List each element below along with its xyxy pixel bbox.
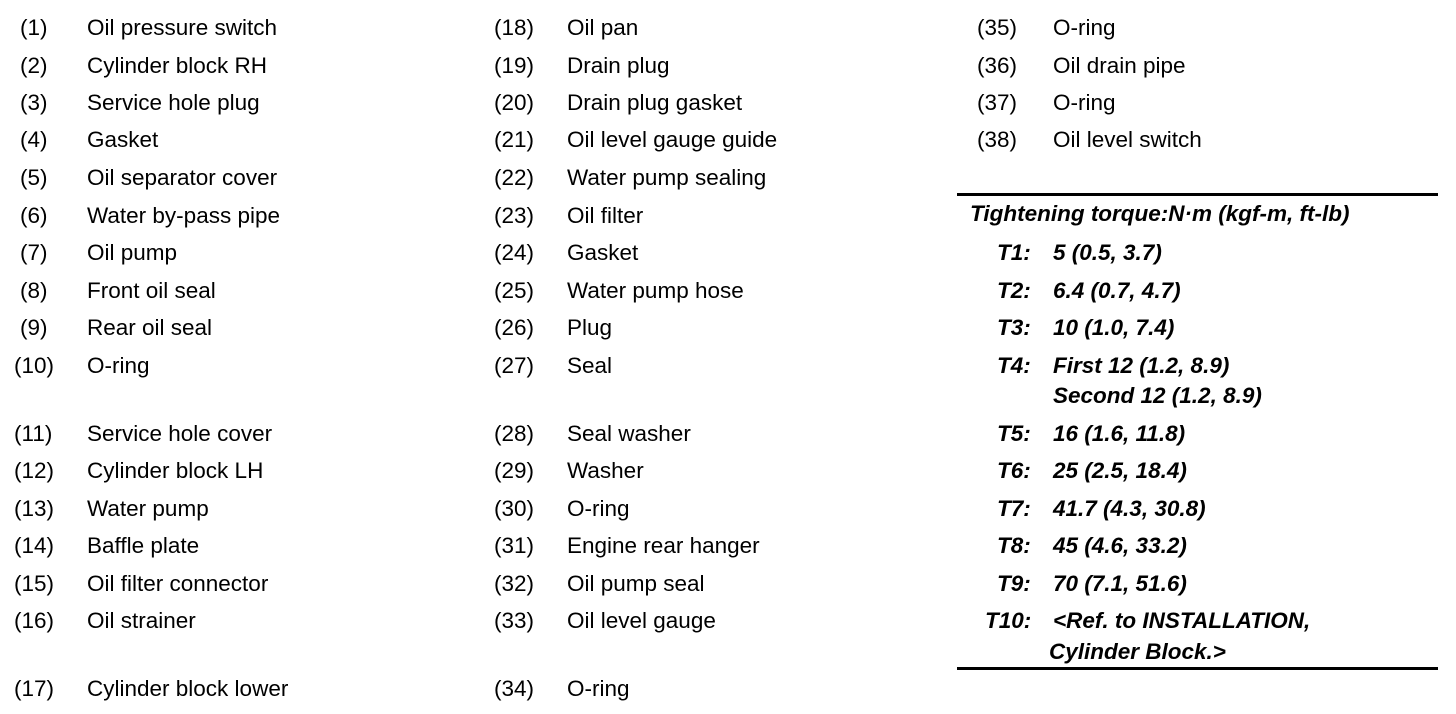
torque-value-second: Cylinder Block.> — [1049, 639, 1226, 664]
item-label: O-ring — [1053, 15, 1116, 40]
item-label: Water pump — [87, 496, 209, 521]
torque-value: 6.4 (0.7, 4.7) — [1053, 278, 1181, 303]
torque-code: T2: — [997, 278, 1031, 303]
item-number: (13) — [14, 496, 55, 521]
item-number: (5) — [20, 165, 48, 190]
item-label: Water pump sealing — [567, 165, 767, 190]
torque-title: Tightening torque:N·m (kgf-m, ft-lb) — [970, 201, 1350, 226]
item-label: Plug — [567, 315, 613, 340]
item-number: (33) — [494, 608, 535, 633]
item-number: (22) — [494, 165, 535, 190]
torque-value: First 12 (1.2, 8.9) — [1053, 353, 1230, 378]
item-number: (37) — [977, 90, 1018, 115]
torque-value: 5 (0.5, 3.7) — [1053, 240, 1162, 265]
list-item — [0, 201, 940, 231]
item-number: (27) — [494, 353, 535, 378]
item-label: O-ring — [567, 496, 630, 521]
torque-value: 45 (4.6, 33.2) — [1053, 533, 1187, 558]
item-label: Oil separator cover — [87, 165, 278, 190]
item-label: Baffle plate — [87, 533, 200, 558]
list-item — [0, 88, 1440, 118]
item-label: Gasket — [567, 240, 639, 265]
list-item — [0, 13, 1440, 43]
item-label: Oil level gauge guide — [567, 127, 778, 152]
item-number: (30) — [494, 496, 535, 521]
item-number: (32) — [494, 571, 535, 596]
item-label: Cylinder block lower — [87, 676, 289, 701]
item-number: (1) — [20, 15, 48, 40]
item-number: (10) — [14, 353, 55, 378]
item-label: Service hole cover — [87, 421, 273, 446]
item-label: Front oil seal — [87, 278, 216, 303]
item-number: (4) — [20, 127, 48, 152]
item-number: (14) — [14, 533, 55, 558]
list-item — [0, 531, 940, 561]
item-label: Cylinder block RH — [87, 53, 268, 78]
item-number: (26) — [494, 315, 535, 340]
item-label: Oil pressure switch — [87, 15, 278, 40]
torque-value-second: Second 12 (1.2, 8.9) — [1053, 383, 1262, 408]
item-number: (7) — [20, 240, 48, 265]
list-item — [0, 313, 940, 343]
item-label: Washer — [567, 458, 644, 483]
item-number: (24) — [494, 240, 535, 265]
torque-value: 16 (1.6, 11.8) — [1053, 421, 1186, 446]
item-number: (16) — [14, 608, 55, 633]
item-number: (23) — [494, 203, 535, 228]
item-label: Oil filter — [567, 203, 644, 228]
item-number: (34) — [494, 676, 535, 701]
torque-code: T7: — [997, 496, 1031, 521]
torque-code: T3: — [997, 315, 1031, 340]
list-item — [0, 456, 940, 486]
item-number: (35) — [977, 15, 1018, 40]
torque-code: T4: — [997, 353, 1031, 378]
item-label: Gasket — [87, 127, 159, 152]
torque-code: T5: — [997, 421, 1031, 446]
item-label: Oil drain pipe — [1053, 53, 1186, 78]
item-label: Seal — [567, 353, 613, 378]
item-label: Oil strainer — [87, 608, 196, 633]
list-item — [0, 163, 940, 193]
item-label: Water by-pass pipe — [87, 203, 280, 228]
list-item — [0, 238, 940, 268]
item-number: (12) — [14, 458, 55, 483]
item-label: Oil level switch — [1053, 127, 1202, 152]
item-number: (20) — [494, 90, 535, 115]
item-label: Oil pump — [87, 240, 178, 265]
torque-value: 10 (1.0, 7.4) — [1053, 315, 1175, 340]
list-item — [0, 125, 1440, 155]
item-label: Engine rear hanger — [567, 533, 760, 558]
bottom-rule — [957, 667, 1438, 670]
torque-value: 41.7 (4.3, 30.8) — [1053, 496, 1206, 521]
torque-code: T6: — [997, 458, 1031, 483]
item-number: (3) — [20, 90, 48, 115]
item-number: (38) — [977, 127, 1018, 152]
item-number: (2) — [20, 53, 48, 78]
torque-value: 70 (7.1, 51.6) — [1053, 571, 1187, 596]
item-number: (18) — [494, 15, 535, 40]
torque-code: T9: — [997, 571, 1031, 596]
item-number: (17) — [14, 676, 55, 701]
item-number: (6) — [20, 203, 48, 228]
item-number: (21) — [494, 127, 535, 152]
item-label: Water pump hose — [567, 278, 744, 303]
item-label: Oil pump seal — [567, 571, 705, 596]
item-number: (19) — [494, 53, 535, 78]
list-item — [0, 419, 940, 449]
torque-value: <Ref. to INSTALLATION, — [1053, 608, 1311, 633]
torque-row — [0, 351, 1456, 411]
item-number: (36) — [977, 53, 1018, 78]
list-item — [0, 494, 940, 524]
item-label: Drain plug gasket — [567, 90, 743, 115]
item-number: (31) — [494, 533, 535, 558]
item-label: O-ring — [87, 353, 150, 378]
item-number: (28) — [494, 421, 535, 446]
item-label: Rear oil seal — [87, 315, 213, 340]
item-label: Cylinder block LH — [87, 458, 264, 483]
item-number: (29) — [494, 458, 535, 483]
item-number: (25) — [494, 278, 535, 303]
item-label: Oil filter connector — [87, 571, 269, 596]
top-rule — [957, 193, 1438, 196]
list-item — [0, 276, 940, 306]
list-item — [0, 674, 940, 704]
item-label: Service hole plug — [87, 90, 260, 115]
list-item — [0, 569, 940, 599]
item-label: Seal washer — [567, 421, 691, 446]
item-number: (11) — [14, 421, 53, 446]
list-item — [0, 51, 1440, 81]
torque-code: T8: — [997, 533, 1031, 558]
item-number: (15) — [14, 571, 55, 596]
torque-code: T1: — [997, 240, 1031, 265]
item-label: Drain plug — [567, 53, 670, 78]
item-label: O-ring — [567, 676, 630, 701]
torque-code: T10: — [985, 608, 1032, 633]
torque-row — [0, 606, 1456, 666]
item-label: Oil level gauge — [567, 608, 716, 633]
item-number: (9) — [20, 315, 48, 340]
item-number: (8) — [20, 278, 48, 303]
torque-value: 25 (2.5, 18.4) — [1053, 458, 1187, 483]
item-label: O-ring — [1053, 90, 1116, 115]
item-label: Oil pan — [567, 15, 639, 40]
